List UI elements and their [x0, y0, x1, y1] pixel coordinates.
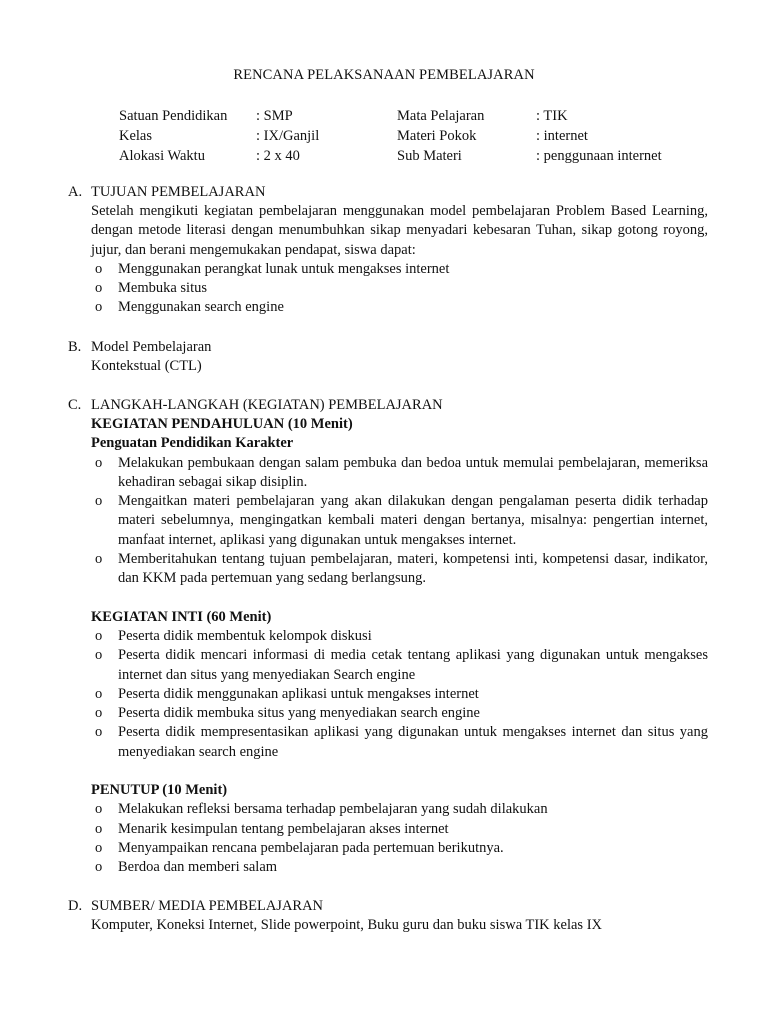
meta-value: : 2 x 40 [256, 148, 300, 164]
section-letter: D. [68, 898, 83, 914]
list-item: o Peserta didik mencari informasi di media cetak tentang aplikasi yang digunakan untuk mengakses internet dan situs yang menyediakan Search engine [95, 647, 708, 683]
bullet-icon: o [95, 299, 103, 316]
bullet-icon: o [95, 859, 103, 876]
identity-row [119, 146, 719, 166]
bullet-icon: o [95, 839, 103, 856]
meta-label: Mata Pelajaran [397, 108, 485, 124]
bullet-icon: o [95, 493, 103, 510]
identity-row [119, 106, 719, 126]
section-c [68, 396, 708, 878]
list-item: o Mengaitkan materi pembelajaran yang akan dilakukan dengan pengalaman peserta didik terhadap materi sebelumnya, mengingatkan kembali materi dengan bertanya, misalnya: pengertian internet, manfaat internet, aplikasi yang digunakan untuk mengakses internet. [95, 493, 708, 548]
meta-value: : internet [536, 128, 588, 144]
pendahuluan-subheading: Penguatan Pendidikan Karakter [91, 435, 294, 452]
bullet-icon: o [95, 627, 103, 644]
list-item: o Menggunakan perangkat lunak untuk mengakses internet [91, 260, 708, 279]
list-item: o Berdoa dan memberi salam [91, 858, 708, 877]
bullet-icon: o [95, 801, 103, 818]
meta-label: Kelas [119, 128, 153, 144]
section-heading [68, 183, 708, 202]
list-item: o Peserta didik membentuk kelompok diskusi [91, 627, 708, 646]
section-body [91, 916, 708, 935]
objective-paragraph: Setelah mengikuti kegiatan pembelajaran menggunakan model pembelajaran Problem Based Learning, dengan metode literasi dengan menumbuhkan sikap menyadari kebesaran Tuhan, sikap gotong royong, jujur, dan berani mengemukakan pendapat, siswa dapat: [91, 203, 708, 258]
penutup-heading: PENUTUP (10 Menit) [91, 782, 228, 799]
meta-label: Sub Materi [397, 148, 462, 164]
bullet-icon: o [95, 454, 103, 471]
section-heading [68, 338, 708, 357]
section-heading [68, 897, 708, 916]
section-letter: B. [68, 339, 82, 355]
bullet-icon: o [95, 260, 103, 277]
list-item: o Melakukan pembukaan dengan salam pembuka dan bedoa untuk memulai pembelajaran, memeriksa kehadiran sebagai sikap disiplin. [95, 454, 708, 490]
identity-table [119, 106, 719, 166]
section-letter: A. [68, 184, 83, 200]
list-item: o Melakukan refleksi bersama terhadap pembelajaran yang sudah dilakukan [91, 800, 708, 819]
list-item: o Membuka situs [91, 279, 708, 298]
list-item: o Memberitahukan tentang tujuan pembelajaran, materi, kompetensi inti, kompetensi dasar, indikator, dan KKM pada pertemuan yang sedang berlangsung. [95, 551, 708, 587]
meta-label: Satuan Pendidikan [119, 108, 228, 124]
bullet-icon: o [95, 280, 103, 297]
bullet-icon: o [95, 820, 103, 837]
section-heading [68, 396, 708, 415]
meta-value: : penggunaan internet [536, 148, 662, 164]
meta-label: Alokasi Waktu [119, 148, 205, 164]
section-title: LANGKAH-LANGKAH (KEGIATAN) PEMBELAJARAN [91, 397, 443, 413]
section-title: TUJUAN PEMBELAJARAN [91, 184, 266, 200]
identity-row [119, 126, 719, 146]
inti-list [91, 627, 708, 762]
section-title: Model Pembelajaran [91, 339, 212, 355]
meta-value: : IX/Ganjil [256, 128, 320, 144]
section-body [91, 415, 708, 878]
document-title: RENCANA PELAKSANAAN PEMBELAJARAN [233, 67, 535, 83]
list-item: o Menyampaikan rencana pembelajaran pada pertemuan berikutnya. [91, 839, 708, 858]
model-text: Kontekstual (CTL) [91, 358, 202, 374]
list-item: o Peserta didik menggunakan aplikasi untuk mengakses internet [91, 685, 708, 704]
list-item: o Menggunakan search engine [91, 298, 708, 317]
section-letter: C. [68, 397, 82, 413]
meta-label: Materi Pokok [397, 128, 477, 144]
meta-value: : TIK [536, 108, 568, 124]
pendahuluan-heading: KEGIATAN PENDAHULUAN (10 Menit) [91, 416, 353, 432]
bullet-icon: o [95, 647, 103, 664]
list-item: o Menarik kesimpulan tentang pembelajaran akses internet [91, 820, 708, 839]
bullet-icon: o [95, 551, 103, 568]
pendahuluan-list [91, 454, 708, 589]
list-item: o Peserta didik membuka situs yang menyediakan search engine [91, 704, 708, 723]
media-text: Komputer, Koneksi Internet, Slide powerpoint, Buku guru dan buku siswa TIK kelas IX [91, 917, 602, 933]
section-body [91, 357, 708, 376]
section-title: SUMBER/ MEDIA PEMBELAJARAN [91, 898, 324, 914]
list-item: o Peserta didik mempresentasikan aplikasi yang digunakan untuk mengakses internet dan situs yang menyediakan search engine [95, 724, 708, 760]
inti-heading: KEGIATAN INTI (60 Menit) [91, 608, 272, 625]
meta-value: : SMP [256, 108, 293, 124]
section-d [68, 897, 708, 935]
bullet-icon: o [95, 685, 103, 702]
bullet-icon: o [95, 705, 103, 722]
section-b [68, 338, 708, 376]
penutup-list [91, 800, 708, 877]
section-a [68, 183, 708, 318]
bullet-icon: o [95, 724, 103, 741]
objective-list [91, 260, 708, 318]
section-body [91, 202, 708, 318]
